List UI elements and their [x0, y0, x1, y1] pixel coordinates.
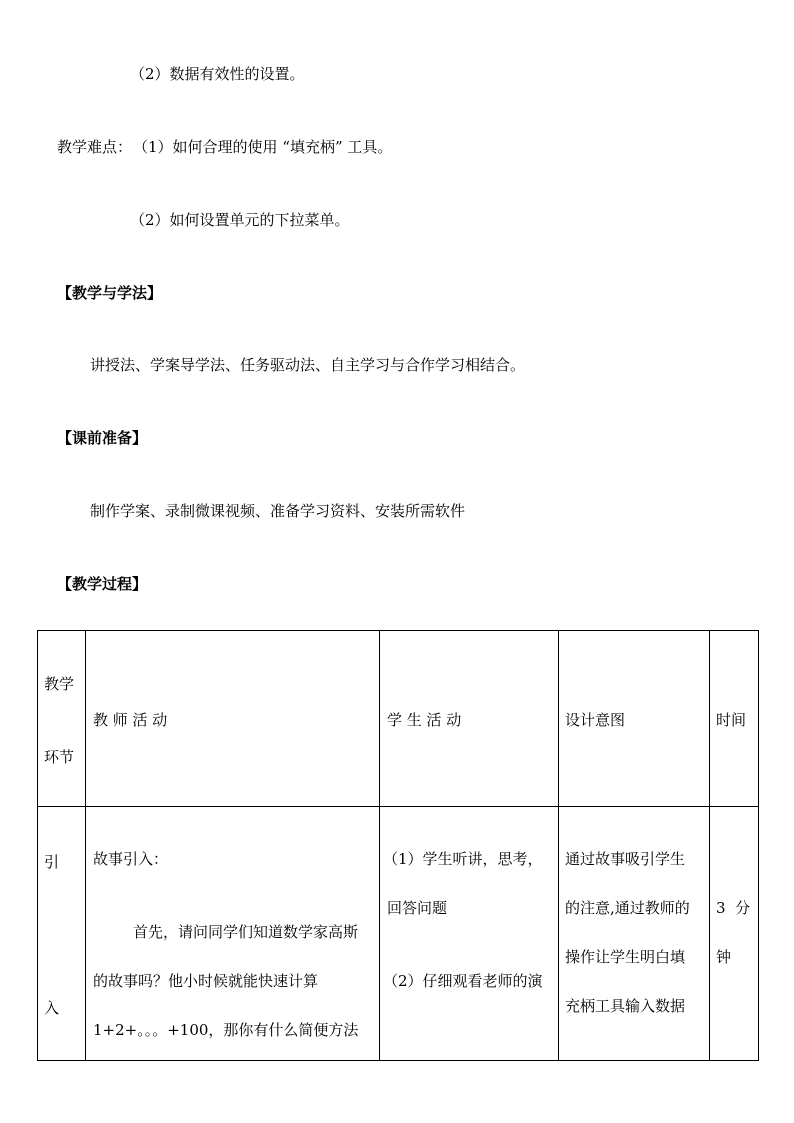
difficulty-2: （2）如何设置单元的下拉菜单。 [130, 211, 350, 229]
header-stage-line-2: 环节 [44, 748, 75, 766]
row-stage-bottom: 入 [44, 999, 60, 1017]
time-line-2: 钟 [716, 948, 732, 966]
table-row [38, 807, 759, 1061]
process-heading: 【教学过程】 [57, 575, 148, 593]
teacher-line-3: 的故事吗？他小时候就能快速计算 [93, 972, 319, 990]
row-student [380, 807, 559, 1061]
intent-line-2: 的注意,通过教师的 [565, 899, 690, 917]
row-time [710, 807, 759, 1061]
header-student [380, 631, 559, 807]
prep-text: 制作学案、录制微课视频、准备学习资料、安装所需软件 [90, 502, 466, 520]
row-stage [38, 807, 86, 1061]
prep-heading: 【课前准备】 [57, 429, 148, 447]
header-time-label: 时间 [716, 711, 747, 729]
teacher-line-1: 故事引入： [93, 850, 169, 868]
difficulty-label: 教学难点： [57, 138, 133, 156]
header-intent-label: 设计意图 [565, 711, 626, 729]
header-time [710, 631, 759, 807]
row-intent [559, 807, 710, 1061]
difficulty-1: （1）如何合理的使用 “填充柄” 工具。 [133, 138, 393, 156]
intent-line-4: 充柄工具输入数据 [565, 997, 686, 1015]
table-header-row [38, 631, 759, 807]
header-stage [38, 631, 86, 807]
student-line-2: 回答问题 [387, 899, 448, 917]
methods-heading: 【教学与学法】 [57, 284, 163, 302]
intent-line-1: 通过故事吸引学生 [565, 850, 686, 868]
methods-text: 讲授法、学案导学法、任务驱动法、自主学习与合作学习相结合。 [90, 356, 526, 374]
teacher-line-4: 1+2+。。。+100，那你有什么简便方法 [93, 1021, 359, 1039]
header-teacher-label: 教 师 活 动 [93, 711, 168, 729]
header-intent [559, 631, 710, 807]
student-line-1: （1）学生听讲，思考， [383, 850, 543, 868]
row-teacher [86, 807, 380, 1061]
time-line-1: 3 分 [716, 899, 751, 917]
row-stage-top: 引 [44, 853, 60, 871]
header-stage-line-1: 教学 [44, 675, 75, 693]
key-point-2: （2）数据有效性的设置。 [130, 65, 305, 83]
header-teacher [86, 631, 380, 807]
student-line-3: （2）仔细观看老师的演 [383, 972, 543, 990]
intent-line-3: 操作让学生明白填 [565, 948, 686, 966]
teaching-process-table [37, 630, 759, 1061]
header-student-label: 学 生 活 动 [387, 711, 462, 729]
teacher-line-2: 首先，请问同学们知道数学家高斯 [133, 923, 359, 941]
